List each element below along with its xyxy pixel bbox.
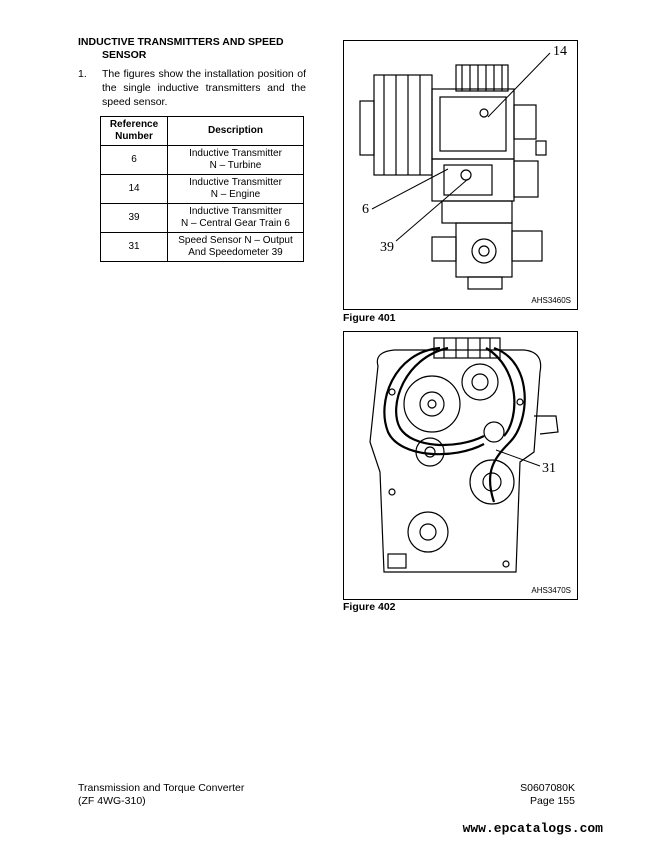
section-title-line1: INDUCTIVE TRANSMITTERS AND SPEED (78, 36, 284, 48)
section-title-line2: SENSOR (102, 49, 147, 61)
transmission-rear-view-illustration (344, 332, 577, 599)
row-ref: 39 (101, 204, 168, 233)
row-desc-line1: Inductive Transmitter (189, 206, 282, 217)
footer-right (520, 782, 575, 808)
row-desc-line2: N – Engine (210, 189, 261, 200)
step-number: 1. (78, 68, 87, 80)
row-desc (168, 146, 304, 175)
row-desc-line1: Inductive Transmitter (189, 148, 282, 159)
row-desc-line2: N – Turbine (209, 160, 262, 171)
row-desc-line2: N – Central Gear Train 6 (181, 218, 290, 229)
watermark-url: www.epcatalogs.com (462, 821, 603, 836)
figure-401-drawing (343, 40, 578, 310)
footer-document-code: S0607080K (520, 782, 575, 794)
figure-402-drawing (343, 331, 578, 600)
step-1-paragraph (78, 67, 306, 109)
row-ref: 31 (101, 233, 168, 262)
footer-page-number: Page 155 (530, 795, 575, 807)
footer-left (78, 782, 244, 808)
figure-401-code: AHS3460S (531, 296, 571, 305)
footer-model: (ZF 4WG-310) (78, 795, 146, 807)
figure-401-caption: Figure 401 (343, 312, 396, 324)
row-desc-line2: And Speedometer 39 (188, 247, 283, 258)
figure-402-caption: Figure 402 (343, 601, 396, 613)
row-desc-line1: Inductive Transmitter (189, 177, 282, 188)
row-desc (168, 204, 304, 233)
callout-39: 39 (380, 240, 394, 255)
callout-31: 31 (542, 461, 556, 476)
transmission-side-view-illustration (344, 41, 577, 309)
row-desc-line1: Speed Sensor N – Output (178, 235, 293, 246)
footer-manual-title: Transmission and Torque Converter (78, 782, 245, 794)
table-row (101, 204, 304, 233)
callout-6: 6 (362, 202, 369, 217)
header-description: Description (168, 117, 304, 146)
callout-14: 14 (553, 44, 567, 59)
figure-402-code: AHS3470S (531, 586, 571, 595)
reference-table (100, 116, 304, 262)
section-heading (78, 36, 308, 62)
table-row (101, 175, 304, 204)
step-text: The figures show the installation position of the single inductive transmitters and the speed sensor. (102, 68, 306, 108)
table-header-row (101, 117, 304, 146)
row-desc (168, 175, 304, 204)
row-desc (168, 233, 304, 262)
row-ref: 6 (101, 146, 168, 175)
row-ref: 14 (101, 175, 168, 204)
table-row (101, 146, 304, 175)
table-row (101, 233, 304, 262)
header-reference-number: Reference Number (101, 117, 168, 146)
